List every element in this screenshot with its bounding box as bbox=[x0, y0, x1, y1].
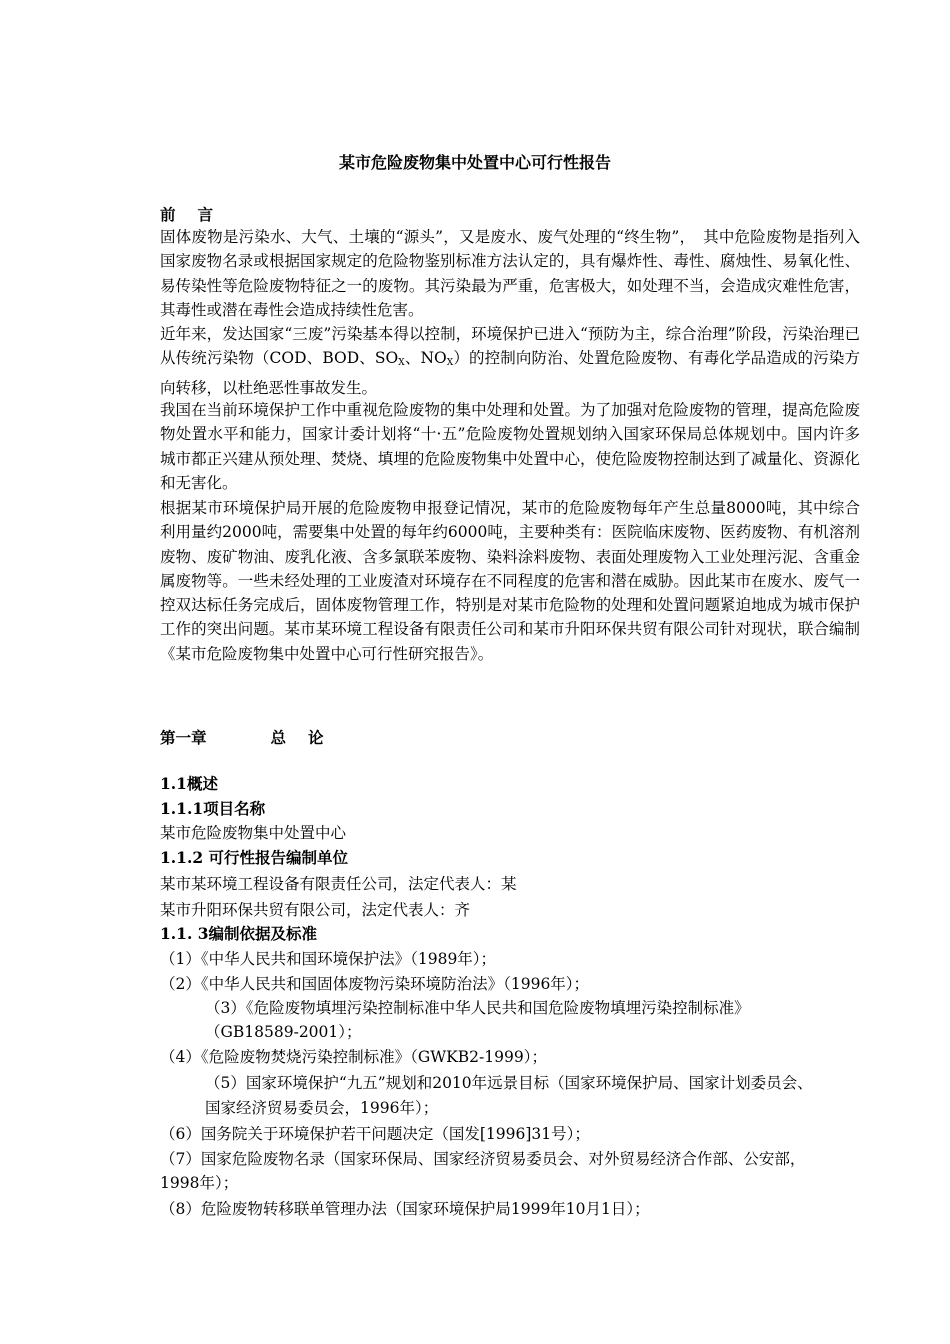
ref-item-1: （1）《中华人民共和国环境保护法》（1989年）； bbox=[160, 950, 497, 968]
chapter-1-name-char-1: 总 bbox=[270, 728, 287, 747]
ref-item-2: （2）《中华人民共和国固体废物污染环境防治法》（1996年）； bbox=[160, 975, 590, 993]
preface-heading-char-1: 前 bbox=[160, 205, 176, 224]
section-1-1-2-heading: 1.1.2 可行性报告编制单位 bbox=[160, 848, 349, 867]
ref-item-6: （6）国务院关于环境保护若干问题决定（国发[1996]31号）； bbox=[160, 1125, 590, 1143]
ref-item-7-cont: 1998年）； bbox=[160, 1174, 239, 1192]
chapter-1-label: 第一章 bbox=[160, 728, 207, 747]
preface-p2-part-a: 近年来，发达国家“三废”污染基本得以控制，环境保护已进入“预防为主，综合治理”阶段，污染治理已从传统污染物（COD、BOD、SO bbox=[160, 325, 860, 368]
unit-1-text: 某市某环境工程设备有限责任公司，法定代表人：某 bbox=[160, 875, 517, 893]
chapter-1-heading bbox=[160, 726, 324, 748]
preface-heading-char-2: 言 bbox=[197, 205, 214, 224]
preface-paragraph-4: 根据某市环境保护局开展的危险废物申报登记情况，某市的危险废物每年产生总量8000吨，其中综合利用量约2000吨，需要集中处置的每年约6000吨，主要种类有：医院临床废物、医药废物、有机溶剂废物、废矿物油、废乳化液、含多氯联苯废物、染料涂料废物、表面处理废物入工业处理污泥、含重金属废物等。一些未经处理的工业废渣对环境存在不同程度的危害和潜在威胁。因此某市在废水、废气一控双达标任务完成后，固体废物管理工作，特别是对某市危险物的处理和处置问题紧迫地成为城市保护工作的突出问题。某市某环境工程设备有限责任公司和某市升阳环保共贸有限公司针对现状，联合编制《某市危险废物集中处置中心可行性研究报告》。 bbox=[160, 499, 860, 663]
project-name-text: 某市危险废物集中处置中心 bbox=[160, 824, 347, 842]
preface-p2-part-c: ）的控制向防治、处置危险废物、有毒化学品造成的污染方向转移，以杜绝恶性事故发生。 bbox=[160, 349, 860, 397]
preface-heading bbox=[160, 203, 213, 225]
preface-paragraph-1: 固体废物是污染水、大气、土壤的“源头”，又是废水、废气处理的“终生物”， 其中危险废物是指列入国家废物名录或根据国家规定的危险物鉴别标准方法认定的，具有爆炸性、毒性、腐烛性、易氧化性、易传染性等危险废物特征之一的废物。其污染最为严重，危害极大，如处理不当，会造成灾难性危害，其毒性或潜在毒性会造成持续性危害。 bbox=[160, 228, 860, 319]
preface-paragraph-3: 我国在当前环境保护工作中重视危险废物的集中处理和处置。为了加强对危险废物的管理，提高危险废物处置水平和能力，国家计委计划将“十·五”危险废物处置规划纳入国家环保局总体规划中。国内许多城市都正兴建从预处理、焚烧、填埋的危险废物集中处置中心，使危险废物控制达到了减量化、资源化和无害化。 bbox=[160, 401, 860, 492]
ref-item-4: （4）《危险废物焚烧污染控制标准》（GWKB2-1999）； bbox=[160, 1048, 547, 1066]
preface-p2-sub-2: X bbox=[446, 358, 454, 369]
ref-item-5-cont: 国家经济贸易委员会，1996年）； bbox=[205, 1099, 439, 1117]
preface-p2-part-b: 、NO bbox=[404, 349, 447, 368]
ref-item-3: （3）《危险废物填埋污染控制标准中华人民共和国危险废物填埋污染控制标准》 bbox=[205, 999, 750, 1017]
document-title: 某市危险废物集中处置中心可行性报告 bbox=[338, 153, 611, 172]
ref-item-5: （5）国家环境保护“九五”规划和2010年远景目标（国家环境保护局、国家计划委员会、 bbox=[205, 1074, 813, 1092]
preface-paragraph-2 bbox=[160, 322, 860, 400]
section-1-1-3-heading: 1.1. 3编制依据及标准 bbox=[160, 924, 318, 943]
section-1-1-1-heading: 1.1.1项目名称 bbox=[160, 799, 266, 818]
ref-item-3-cont: （GB18589-2001）； bbox=[205, 1023, 362, 1041]
ref-item-8: （8）危险废物转移联单管理办法（国家环境保护局1999年10月1日）； bbox=[160, 1200, 650, 1218]
section-1-1-heading: 1.1概述 bbox=[160, 774, 218, 793]
preface-p2-sub-1: X bbox=[398, 358, 405, 369]
chapter-1-name-char-2: 论 bbox=[308, 728, 324, 747]
unit-2-text: 某市升阳环保共贸有限公司，法定代表人：齐 bbox=[160, 901, 471, 919]
ref-item-7: （7）国家危险废物名录（国家环保局、国家经济贸易委员会、对外贸易经济合作部、公安部， bbox=[160, 1150, 806, 1168]
